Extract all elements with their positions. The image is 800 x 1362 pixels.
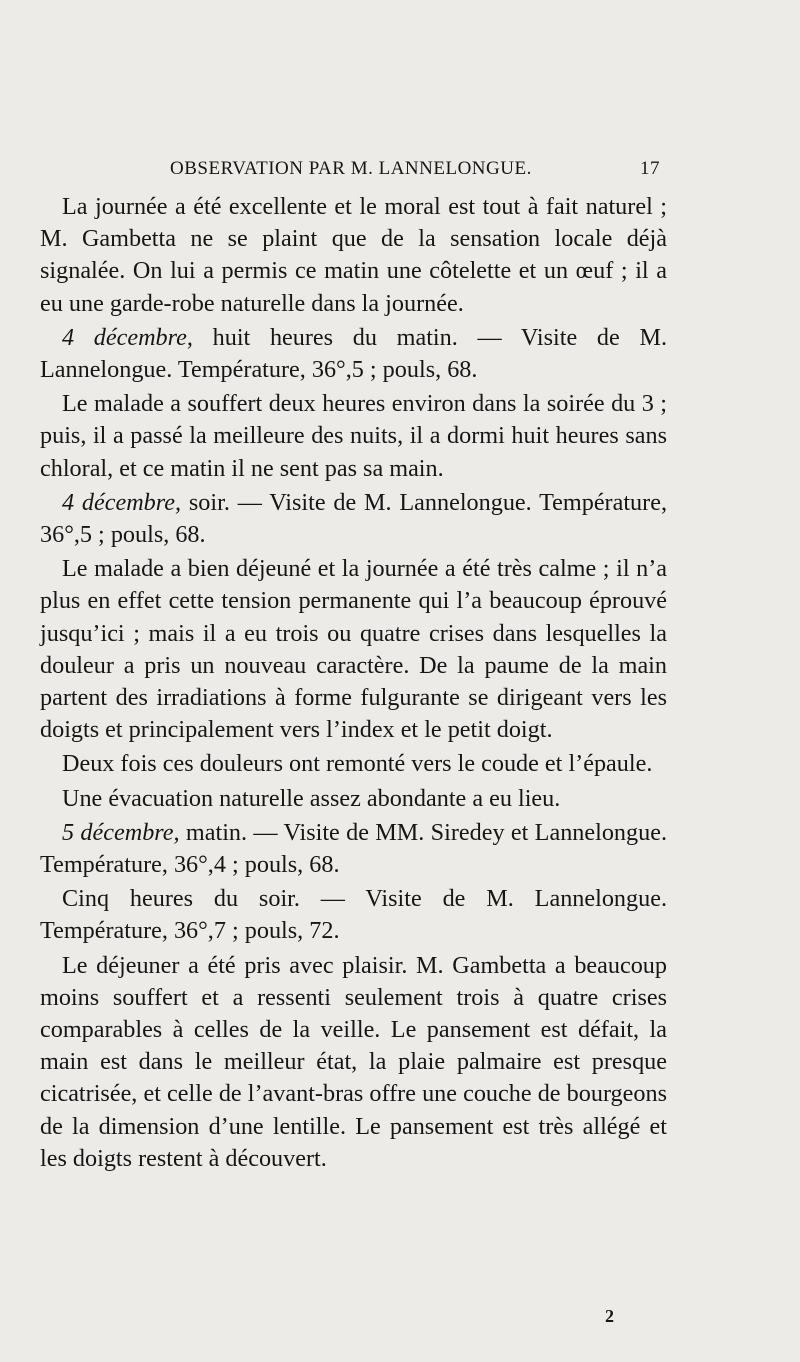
paragraph	[40, 553, 667, 746]
running-title: OBSERVATION PAR M. LANNELONGUE.	[170, 158, 532, 179]
paragraph-text: Le malade a bien déjeuné et la journée a été très calme ; il n’a plus en effet cette tension permanente qui l’a beaucoup éprouvé jusqu’ici ; mais il a eu trois ou quatre crises dans lesquelles la douleur a pris un nouveau caractère. De la paume de la main partent des irradiations à forme fulgurante se dirigeant vers les doigts et principalement vers l’index et le petit doigt.	[40, 555, 667, 744]
paragraph-text: Le déjeuner a été pris avec plaisir. M. Gambetta a beaucoup moins souffert et a ressenti seulement trois à quatre crises comparables à celles de la veille. Le pansement est défait, la main est dans le meilleur état, la plaie palmaire est presque cicatrisée, et celle de l’avant-bras offre une couche de bourgeons de la dimension d’une lentille. Le pansement est très allégé et les doigts restent à découvert.	[40, 951, 667, 1172]
paragraph-text: Une évacuation naturelle assez abondante a eu lieu.	[62, 784, 561, 812]
paragraph-text: Deux fois ces douleurs ont remonté vers le coude et l’épaule.	[62, 750, 653, 778]
entry-date: 4 décembre,	[62, 323, 193, 351]
running-header	[40, 158, 660, 180]
entry-date: 5 décembre,	[62, 818, 180, 846]
paragraph	[40, 748, 667, 780]
paragraph	[40, 883, 667, 947]
paragraph-text: huit heures du matin. — Visite de M. Lannelongue. Température, 36°,5 ; pouls, 68.	[40, 323, 667, 384]
paragraph-text: soir. — Visite de M. Lannelongue. Température, 36°,5 ; pouls, 68.	[40, 488, 667, 549]
signature-mark: 2	[605, 1306, 614, 1326]
body-text	[40, 191, 667, 1177]
paragraph-text: Cinq heures du soir. — Visite de M. Lannelongue. Température, 36°,7 ; pouls, 72.	[40, 885, 667, 945]
paragraph	[40, 950, 667, 1175]
paragraph	[40, 388, 667, 485]
paragraph-text: Le malade a souffert deux heures environ dans la soirée du 3 ; puis, il a passé la meilleure des nuits, il a dormi huit heures sans chloral, et ce matin il ne sent pas sa main.	[40, 390, 667, 482]
entry-date: 4 décembre,	[62, 488, 182, 516]
paragraph-text: La journée a été excellente et le moral est tout à fait naturel ; M. Gambetta ne se plaint que de la sensation locale déjà signalée. On lui a permis ce matin une côtelette et un œuf ; il a eu une garde-robe naturelle dans la journée.	[40, 193, 667, 317]
paragraph	[40, 783, 667, 815]
page-number: 17	[640, 158, 660, 179]
paragraph	[40, 817, 667, 881]
paragraph	[40, 487, 667, 551]
paragraph-text: matin. — Visite de MM. Siredey et Lannelongue. Température, 36°,4 ; pouls, 68.	[40, 818, 667, 879]
paragraph	[40, 322, 667, 386]
paragraph	[40, 191, 667, 320]
